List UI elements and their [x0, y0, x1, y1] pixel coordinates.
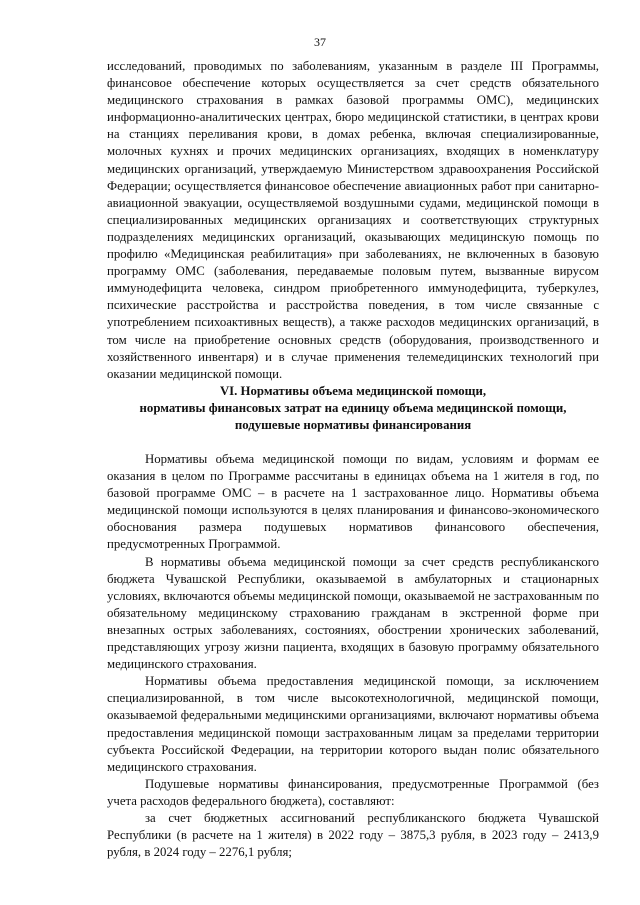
section-heading-line-1: VI. Нормативы объема медицинской помощи,: [219, 384, 487, 398]
paragraph-republic-budget-volumes: В нормативы объема медицинской помощи за счет средств республиканского бюджета Чувашской Республики, оказываемой в амбулаторных и стационарных условиях, включаются объемы медицинской помощи, оказываемой не застрахованным по обязательному медицинскому страхованию гражданам в экстренной форме при внезапных острых заболеваниях, состояниях, обострении хронических заболеваний, представляющих угрозу жизни пациента, входящих в базовую программу обязательного медицинского страхования.: [107, 554, 599, 672]
continued-paragraph-block: [107, 58, 599, 383]
paragraph-budget-allocations: за счет бюджетных ассигнований республиканского бюджета Чувашской Республики (в расчете на 1 жителя) в 2022 году – 3875,3 рубля, в 2023 году – 2413,9 рубля, в 2024 году – 2276,1 рубля;: [107, 810, 599, 860]
continued-paragraph: исследований, проводимых по заболеваниям, указанным в разделе III Программы, финансовое обеспечение которых осуществляется за счет средств обязательного медицинского страхования в рамках базовой программы ОМС), медицинских информационно-аналитических центрах, бюро медицинской статистики, в центрах крови на станциях переливания крови, в домах ребенка, включая специализированные, молочных кухнях и прочих медицинских организациях, входящих в номенклатуру медицинских организаций, утверждаемую Министерством здравоохранения Российской Федерации; осуществляется финансовое обеспечение авиационных работ при санитарно-авиационной эвакуации, осуществляемой воздушными судами, медицинской помощи в специализированных медицинских организациях и соответствующих структурных подразделениях медицинских организаций, оказывающих медицинскую помощь по профилю «Медицинская реабилитация» при заболеваниях, не включенных в базовую программу ОМС (заболевания, передаваемые половым путем, вызванные вирусом иммунодефицита человека, синдром приобретенного иммунодефицита, туберкулез, психические расстройства и расстройства поведения, в том числе связанные с употреблением психоактивных веществ), а также расходов медицинских организаций, в том числе на приобретение основных средств (оборудования, производственного и хозяйственного инвентаря) и в случае применения телемедицинских технологий при оказании медицинской помощи.: [107, 59, 599, 381]
section-heading-line-2: нормативы финансовых затрат на единицу объема медицинской помощи,: [139, 401, 567, 415]
section-heading-line-3: подушевые нормативы финансирования: [234, 418, 472, 432]
page-number: 37: [314, 35, 326, 49]
paragraph-out-of-region-care: Нормативы объема предоставления медицинской помощи, за исключением специализированной, в том числе высокотехнологичной, медицинской помощи, оказываемой федеральными медицинскими организациями, включают нормативы объема предоставления медицинской помощи застрахованным лицам за пределами территории субъекта Российской Федерации, на территории которого выдан полис обязательного медицинского страхования.: [107, 674, 599, 774]
section-heading: [100, 383, 606, 434]
paragraph-per-capita-norms: Подушевые нормативы финансирования, предусмотренные Программой (без учета расходов федерального бюджета), составляют:: [107, 776, 599, 808]
section-body: [107, 451, 599, 861]
paragraph-volume-norms: Нормативы объема медицинской помощи по видам, условиям и формам ее оказания в целом по Программе рассчитаны в единицах объема на 1 жителя в год, по базовой программе ОМС – в расчете на 1 застрахованное лицо. Нормативы объема медицинской помощи используются в целях планирования и финансово-экономического обоснования размера подушевых нормативов финансового обеспечения, предусмотренных Программой.: [107, 452, 599, 552]
